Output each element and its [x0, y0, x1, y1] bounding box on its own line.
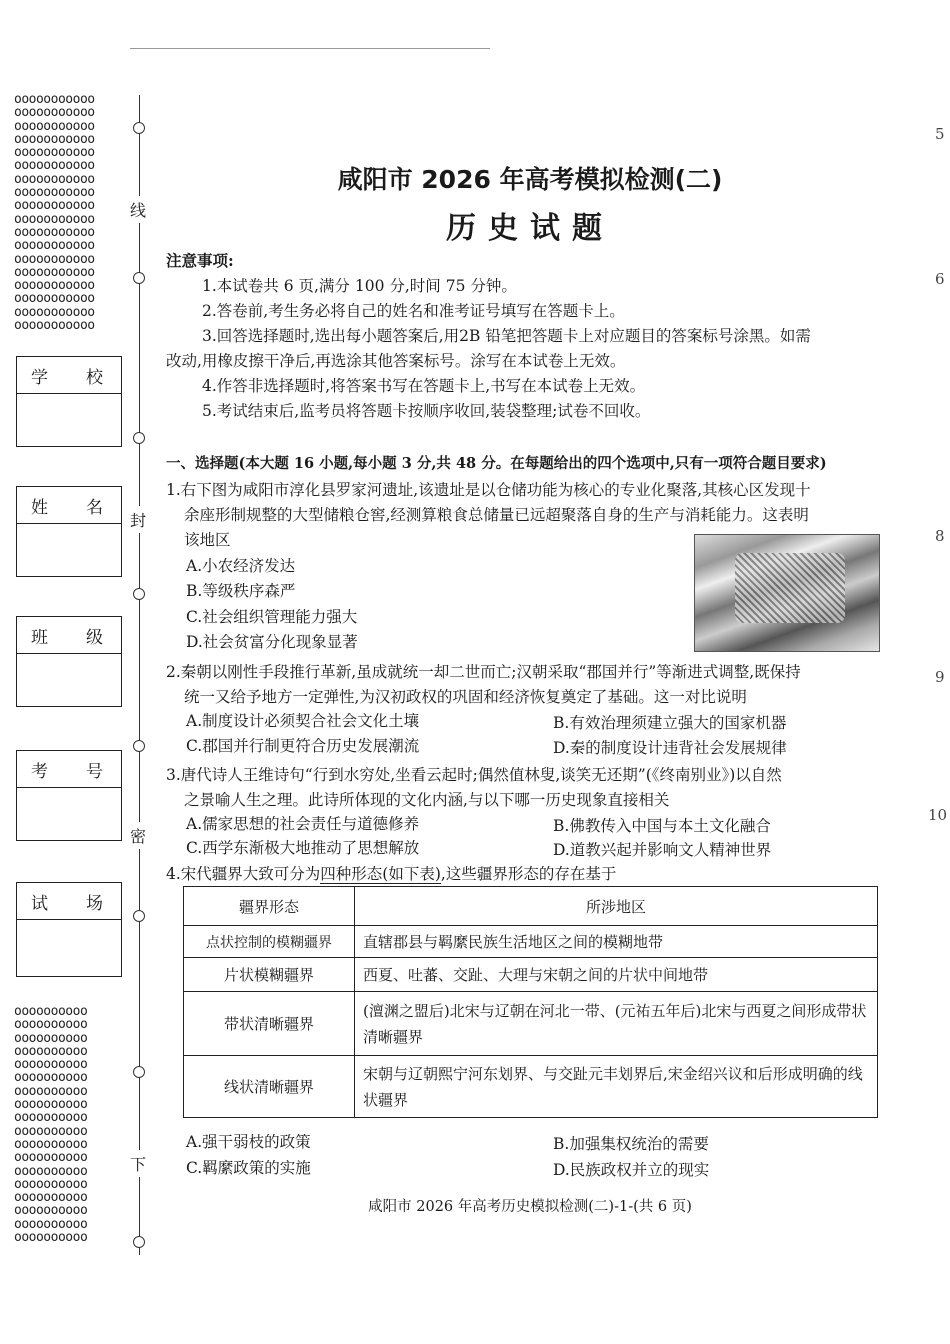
binding-circle — [133, 432, 145, 444]
q1-option-d[interactable]: D.社会贫富分化现象显著 — [186, 633, 358, 651]
exam-room-label-1: 试 — [31, 893, 48, 914]
page-footer: 咸阳市 2026 年高考历史模拟检测(二)-1-(共 6 页) — [368, 1199, 692, 1215]
name-blank[interactable] — [17, 524, 121, 576]
name-label-1: 姓 — [31, 497, 48, 518]
table-cell: 宋朝与辽朝熙宁河东划界、与交趾元丰划界后,宋金绍兴议和后形成明确的线状疆界 — [355, 1056, 878, 1118]
binding-circle — [133, 122, 145, 134]
binding-circle — [133, 910, 145, 922]
q2-option-b[interactable]: B.有效治理须建立强大的国家机器 — [553, 714, 787, 732]
seal-word-xian: 线 — [130, 196, 146, 223]
school-label-2: 校 — [86, 367, 103, 388]
q4-stem-post: ,这些疆界形态的存在基于 — [440, 865, 617, 883]
q3-stem-line: 3.唐代诗人王维诗句“行到水穷处,坐看云起时;偶然值林叟,谈笑无还期”(《终南别业》)以自然 — [166, 766, 782, 784]
table-cell: 带状清晰疆界 — [184, 992, 355, 1056]
exam-room-blank[interactable] — [17, 920, 121, 976]
table-header-row — [184, 887, 878, 926]
q1-stem-line: 1.右下图为咸阳市淳化县罗家河遗址,该遗址是以仓储功能为核心的专业化聚落,其核心区发现十 — [166, 481, 811, 499]
q1-stem-line: 该地区 — [184, 531, 231, 549]
border-forms-table — [183, 886, 878, 1118]
top-edge-line — [130, 48, 490, 49]
punch-hole-grid-bottom: oooooooooo oooooooooo oooooooooo oooooooooo oooooooooo oooooooooo oooooooooo oooooooooo oooooooooo oooooooooo oooooooooo oooooooooo oooooooooo oooooooooo oooooooooo oooooooooo oooooooooo oooooooooo — [14, 1005, 88, 1246]
notice-item: 5.考试结束后,监考员将答题卡按顺序收回,装袋整理;试卷不回收。 — [202, 402, 651, 420]
q2-option-c[interactable]: C.郡国并行制更符合历史发展潮流 — [186, 737, 420, 755]
exam-number-label-2: 号 — [86, 761, 103, 782]
notice-item: 4.作答非选择题时,将答案书写在答题卡上,书写在本试卷上无效。 — [202, 377, 646, 395]
edge-number: 9 — [935, 668, 945, 686]
table-row — [184, 926, 878, 958]
binding-line — [139, 95, 140, 1255]
notice-heading: 注意事项: — [166, 251, 234, 270]
edge-number: 6 — [935, 270, 945, 288]
class-label-2: 级 — [86, 627, 103, 648]
q2-option-d[interactable]: D.秦的制度设计违背社会发展规律 — [553, 739, 787, 757]
q4-option-b[interactable]: B.加强集权统治的需要 — [553, 1135, 709, 1153]
binding-circle — [133, 740, 145, 752]
table-cell: 点状控制的模糊疆界 — [184, 926, 355, 958]
q3-stem-line: 之景喻人生之理。此诗所体现的文化内涵,与以下哪一历史现象直接相关 — [184, 791, 670, 809]
table-header: 所涉地区 — [355, 887, 878, 926]
edge-number: 5 — [935, 125, 945, 143]
edge-number: 10 — [928, 806, 948, 824]
table-cell: 线状清晰疆界 — [184, 1056, 355, 1118]
table-cell: 直辖郡县与羁縻民族生活地区之间的模糊地带 — [355, 926, 878, 958]
edge-number: 8 — [935, 527, 945, 545]
name-box[interactable] — [16, 486, 122, 577]
seal-word-mi: 密 — [130, 822, 146, 849]
table-cell: 西夏、吐蕃、交趾、大理与宋朝之间的片状中间地带 — [355, 958, 878, 992]
seal-word-xia: 下 — [130, 1150, 146, 1177]
table-cell: (澶渊之盟后)北宋与辽朝在河北一带、(元祐五年后)北宋与西夏之间形成带状清晰疆界 — [355, 992, 878, 1056]
binding-circle — [133, 272, 145, 284]
q3-option-a[interactable]: A.儒家思想的社会责任与道德修养 — [186, 815, 420, 833]
subject-title: 历史试题 — [446, 211, 614, 246]
school-box[interactable] — [16, 356, 122, 447]
punch-hole-grid-top: ooooooooooo ooooooooooo ooooooooooo ooooooooooo ooooooooooo ooooooooooo ooooooooooo ooooooooooo ooooooooooo ooooooooooo ooooooooooo ooooooooooo ooooooooooo ooooooooooo ooooooooooo ooooooooooo ooooooooooo ooooooooooo — [14, 93, 95, 333]
section-heading: 一、选择题(本大题 16 小题,每小题 3 分,共 48 分。在每题给出的四个选项中,只有一项符合题目要求) — [166, 455, 827, 472]
q4-stem — [166, 862, 616, 884]
notice-item: 3.回答选择题时,选出每小题答案后,用2B 铅笔把答题卡上对应题目的答案标号涂黑。如需 — [202, 327, 811, 345]
notice-item: 2.答卷前,考生务必将自己的姓名和准考证号填写在答题卡上。 — [202, 302, 625, 320]
binding-circle — [133, 1066, 145, 1078]
q1-option-a[interactable]: A.小农经济发达 — [186, 557, 296, 575]
q3-option-d[interactable]: D.道教兴起并影响文人精神世界 — [553, 841, 772, 859]
exam-title: 咸阳市 2026 年高考模拟检测(二) — [337, 165, 723, 194]
q4-option-a[interactable]: A.强干弱枝的政策 — [186, 1133, 311, 1151]
q1-option-b[interactable]: B.等级秩序森严 — [186, 582, 296, 600]
notice-item: 1.本试卷共 6 页,满分 100 分,时间 75 分钟。 — [202, 277, 517, 295]
q3-option-b[interactable]: B.佛教传入中国与本土文化融合 — [553, 817, 771, 835]
exam-number-label-1: 考 — [31, 761, 48, 782]
table-row — [184, 958, 878, 992]
binding-circle — [133, 1236, 145, 1248]
q1-stem-line: 余座形制规整的大型储粮仓窖,经测算粮食总储量已远超聚落自身的生产与消耗能力。这表明 — [184, 506, 809, 524]
q1-option-c[interactable]: C.社会组织管理能力强大 — [186, 608, 358, 626]
class-label-1: 班 — [31, 627, 48, 648]
school-blank[interactable] — [17, 394, 121, 446]
q4-option-d[interactable]: D.民族政权并立的现实 — [553, 1161, 710, 1179]
site-aerial-photo — [694, 534, 880, 652]
q2-stem-line: 2.秦朝以刚性手段推行革新,虽成就统一却二世而亡;汉朝采取“郡国并行”等渐进式调整,既保持 — [166, 663, 801, 681]
name-label-2: 名 — [86, 497, 103, 518]
exam-room-box[interactable] — [16, 882, 122, 977]
exam-room-label-2: 场 — [86, 893, 103, 914]
class-box[interactable] — [16, 616, 122, 707]
q4-stem-underlined: 四种形态(如下表) — [320, 865, 441, 883]
q4-stem-pre: 4.宋代疆界大致可分为 — [166, 865, 321, 883]
seal-word-feng: 封 — [130, 506, 146, 533]
exam-number-box[interactable] — [16, 750, 122, 841]
notice-item: 改动,用橡皮擦干净后,再选涂其他答案标号。涂写在本试卷上无效。 — [166, 352, 626, 370]
binding-circle — [133, 588, 145, 600]
exam-number-blank[interactable] — [17, 788, 121, 840]
q2-stem-line: 统一又给予地方一定弹性,为汉初政权的巩固和经济恢复奠定了基础。这一对比说明 — [184, 688, 747, 706]
q4-option-c[interactable]: C.羁縻政策的实施 — [186, 1159, 311, 1177]
class-blank[interactable] — [17, 654, 121, 706]
table-cell: 片状模糊疆界 — [184, 958, 355, 992]
school-label-1: 学 — [31, 367, 48, 388]
table-row — [184, 992, 878, 1056]
table-row — [184, 1056, 878, 1118]
q3-option-c[interactable]: C.西学东渐极大地推动了思想解放 — [186, 839, 420, 857]
q2-option-a[interactable]: A.制度设计必须契合社会文化土壤 — [186, 712, 420, 730]
table-header: 疆界形态 — [184, 887, 355, 926]
